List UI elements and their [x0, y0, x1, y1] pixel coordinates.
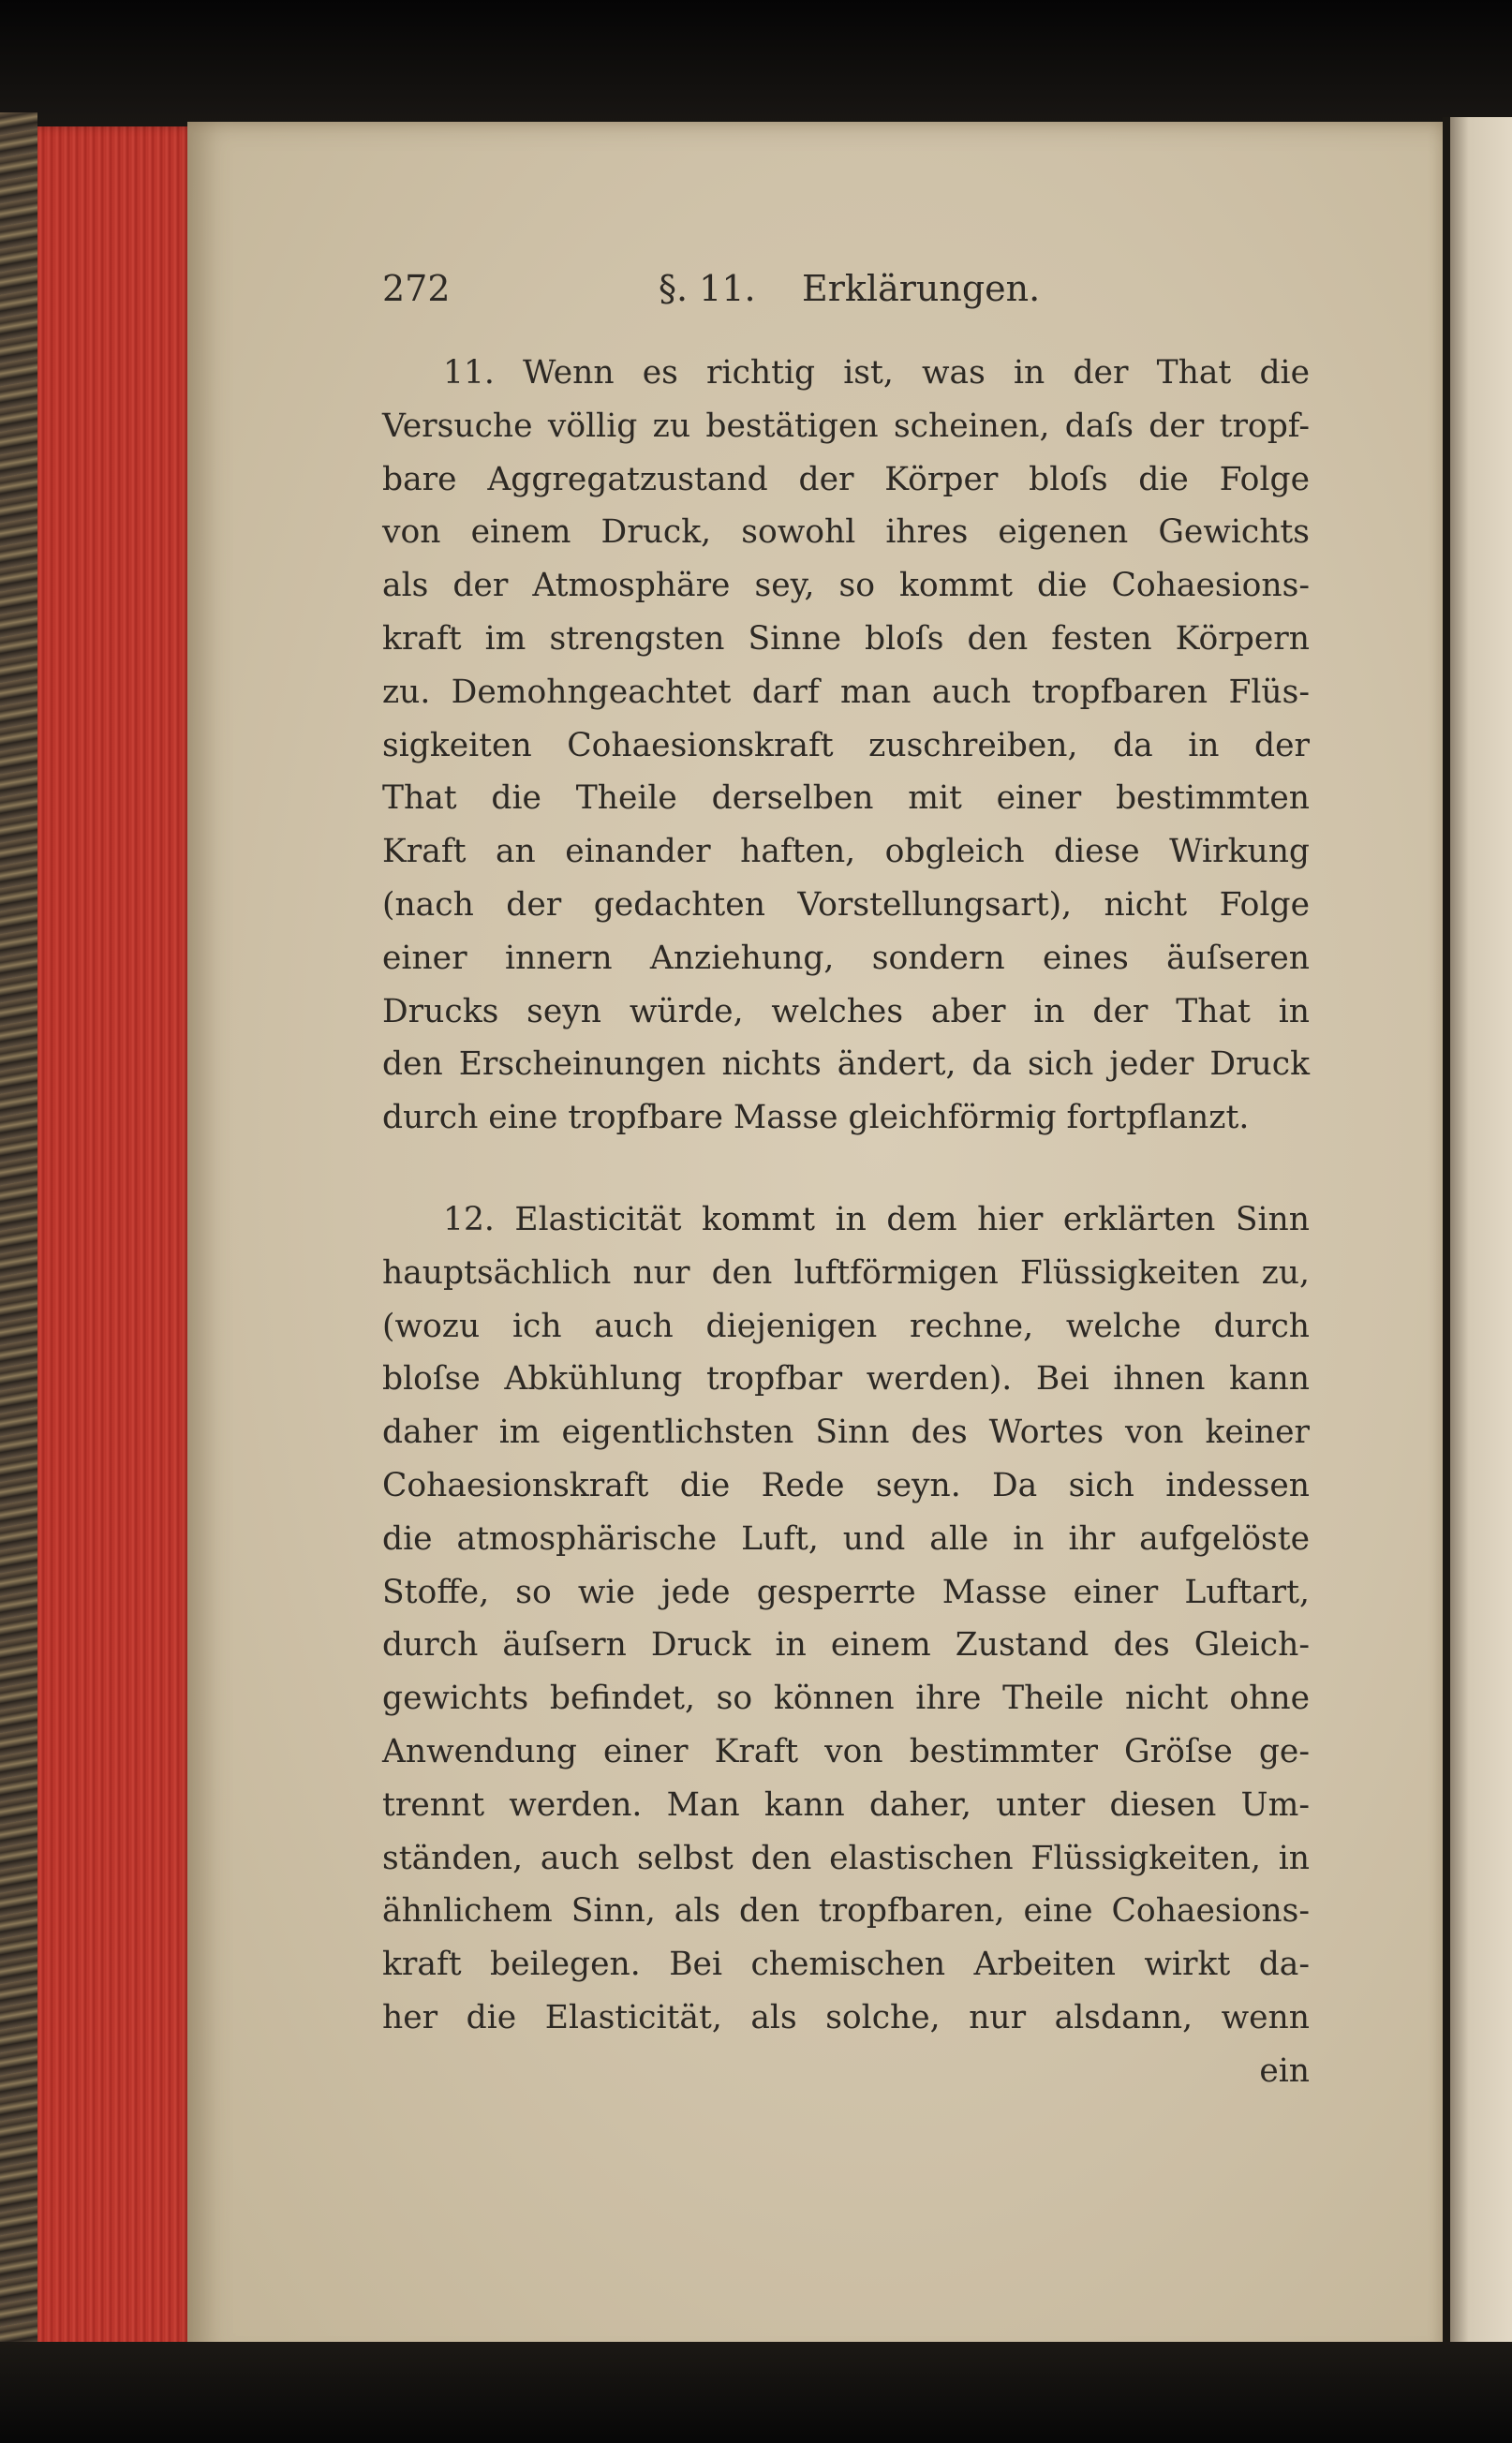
catchword: ein	[1259, 2051, 1310, 2090]
text-line: (nach der gedachten Vorstellungsart), nicht Folge	[382, 885, 1310, 924]
text-line: Cohaesionskraft die Rede seyn. Da sich indessen	[382, 1466, 1310, 1504]
text-line: bare Aggregatzustand der Körper bloſs die Folge	[382, 460, 1310, 498]
text-line: als der Atmosphäre sey, so kommt die Cohaesions-	[382, 567, 1310, 605]
body-text	[382, 347, 1310, 2098]
text-line: die atmosphärische Luft, und alle in ihr aufgelöste	[382, 1519, 1310, 1558]
text-line: den Erscheinungen nichts ändert, da sich jeder Druck	[382, 1045, 1310, 1084]
text-line: ständen, auch selbst den elastischen Flüssigkeiten, in	[382, 1839, 1310, 1877]
text-line: ähnlichem Sinn, als den tropfbaren, eine Cohaesions-	[382, 1892, 1310, 1931]
text-line: hauptsächlich nur den luftförmigen Flüssigkeiten zu,	[382, 1253, 1310, 1292]
text-line: kraft beilegen. Bei chemischen Arbeiten wirkt da-	[382, 1946, 1310, 1984]
text-line: einer innern Anziehung, sondern eines äuſseren	[382, 939, 1310, 977]
page-number: 272	[382, 268, 451, 309]
text-line: Anwendung einer Kraft von bestimmter Gröſse ge-	[382, 1732, 1310, 1770]
text-line: Versuche völlig zu bestätigen scheinen, daſs der tropf-	[382, 407, 1310, 445]
bottom-shadow	[0, 2342, 1512, 2443]
paragraph-gap	[382, 1145, 1310, 1193]
text-line: sigkeiten Cohaesionskraft zuschreiben, da in der	[382, 726, 1310, 764]
facing-page-edge	[1450, 117, 1512, 2361]
text-line: bloſse Abkühlung tropfbar werden). Bei ihnen kann	[382, 1360, 1310, 1399]
text-line: 12. Elasticität kommt in dem hier erklärten Sinn	[443, 1200, 1310, 1238]
text-line: daher im eigentlichsten Sinn des Wortes von keiner	[382, 1414, 1310, 1452]
section-mark: §. 11.	[659, 268, 756, 309]
text-line: gewichts befindet, so können ihre Theile nicht ohne	[382, 1680, 1310, 1718]
text-line: (wozu ich auch diejenigen rechne, welche durch	[382, 1307, 1310, 1345]
red-page-edges	[37, 126, 197, 2351]
running-head	[382, 268, 1319, 315]
text-line: trennt werden. Man kann daher, unter diesen Um-	[382, 1785, 1310, 1824]
text-line: durch äuſsern Druck in einem Zustand des Gleich-	[382, 1626, 1310, 1665]
top-shadow	[0, 0, 1512, 131]
text-line: durch eine tropfbare Masse gleichförmig fortpflanzt.	[382, 1099, 1250, 1137]
text-line: von einem Druck, sowohl ihres eigenen Gewichts	[382, 513, 1310, 552]
text-line: Stoffe, so wie jede gesperrte Masse einer Luftart,	[382, 1573, 1310, 1611]
marbled-cover-edge	[0, 112, 37, 2342]
text-line: zu. Demohngeachtet darf man auch tropfbaren Flüs-	[382, 673, 1310, 711]
text-line: kraft im strengsten Sinne bloſs den festen Körpern	[382, 619, 1310, 658]
text-line: her die Elasticität, als solche, nur alsdann, wenn	[382, 1998, 1310, 2036]
paragraph-11	[382, 347, 1310, 1145]
text-line: 11. Wenn es richtig ist, was in der That die	[443, 354, 1310, 392]
paragraph-12	[382, 1193, 1310, 2045]
text-line: Drucks seyn würde, welches aber in der That in	[382, 992, 1310, 1030]
text-line: Kraft an einander haften, obgleich diese Wirkung	[382, 833, 1310, 871]
running-title: Erklärungen.	[802, 268, 1041, 309]
text-line: That die Theile derselben mit einer bestimmten	[382, 779, 1310, 818]
